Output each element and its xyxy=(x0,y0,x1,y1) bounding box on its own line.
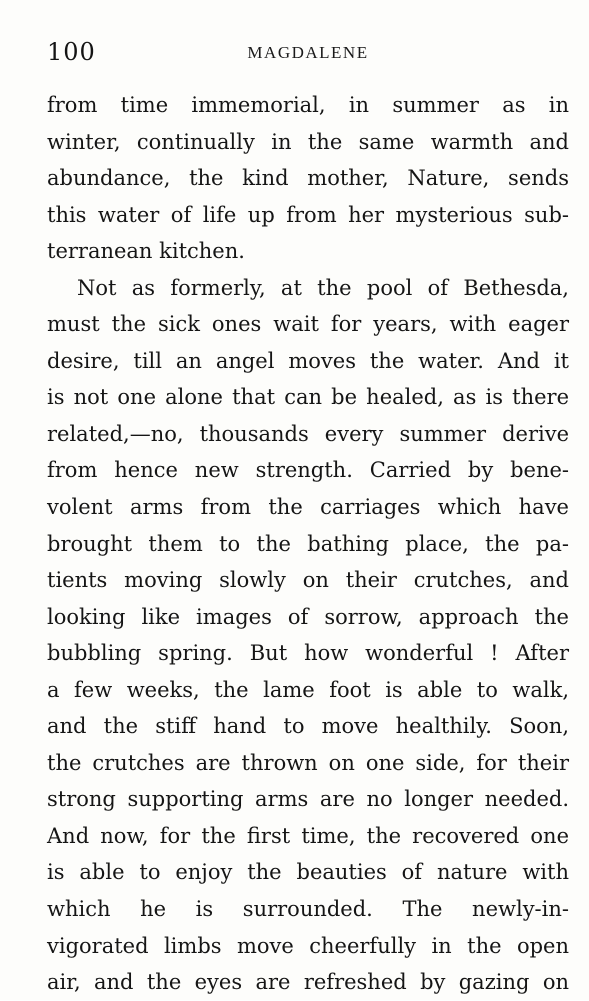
text-line: a few weeks, the lame foot is able to walk, xyxy=(47,677,569,702)
text-line: Not as formerly, at the pool of Bethesda, xyxy=(77,275,569,300)
text-line: brought them to the bathing place, the pa- xyxy=(47,531,569,556)
text-line: related,—no, thousands every summer derive xyxy=(47,421,569,446)
running-head: MAGDALENE xyxy=(247,43,369,62)
text-line: from time immemorial, in summer as in xyxy=(47,93,569,117)
text-line: the crutches are thrown on one side, for their xyxy=(47,750,569,775)
text-line: terranean kitchen. xyxy=(47,239,245,264)
text-line: volent arms from the carriages which have xyxy=(47,495,569,520)
text-line: And now, for the first time, the recovered one xyxy=(47,823,569,848)
text-line: from hence new strength. Carried by bene- xyxy=(47,458,569,483)
text-line: is not one alone that can be healed, as is there xyxy=(47,385,569,410)
text-line: vigorated limbs move cheerfully in the open xyxy=(47,933,569,958)
text-line: bubbling spring. But how wonderful ! After xyxy=(47,641,569,666)
text-line: winter, continually in the same warmth and xyxy=(47,129,569,154)
page-header xyxy=(47,38,569,72)
text-line: which he is surrounded. The newly-in- xyxy=(47,897,569,922)
text-line: is able to enjoy the beauties of nature with xyxy=(47,860,569,885)
text-line: must the sick ones wait for years, with eager xyxy=(47,312,569,337)
text-line: desire, till an angel moves the water. And it xyxy=(47,348,569,373)
text-line: abundance, the kind mother, Nature, sends xyxy=(47,166,569,191)
text-line: and the stiff hand to move healthily. Soon, xyxy=(47,714,569,739)
text-line: this water of life up from her mysterious sub- xyxy=(47,202,569,227)
text-line: strong supporting arms are no longer needed. xyxy=(47,787,569,812)
body-text xyxy=(47,87,569,1001)
text-line: looking like images of sorrow, approach the xyxy=(47,604,569,629)
text-line: air, and the eyes are refreshed by gazing on xyxy=(47,970,569,995)
text-line: tients moving slowly on their crutches, and xyxy=(47,568,569,593)
page-number: 100 xyxy=(47,38,96,66)
